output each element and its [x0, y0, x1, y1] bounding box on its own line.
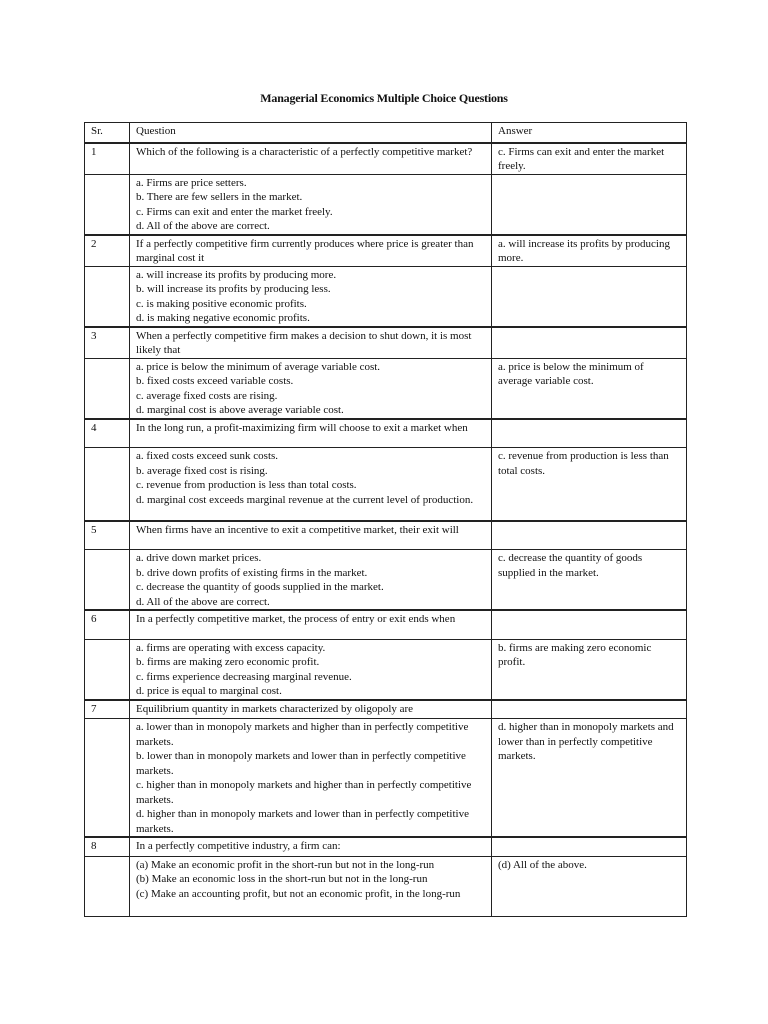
options-row: [85, 358, 687, 419]
options-cell: [130, 719, 492, 838]
question-number: 3: [85, 327, 130, 359]
option-text: c. revenue from production is less than total costs.: [136, 479, 357, 491]
empty-cell: [85, 856, 130, 916]
question-text: In a perfectly competitive market, the process of entry or exit ends when: [130, 610, 492, 639]
question-text: If a perfectly competitive firm currently produces where price is greater than marginal cost it: [130, 235, 492, 267]
question-row: [85, 143, 687, 175]
option-text: d. marginal cost exceeds marginal revenue at the current level of production.: [136, 493, 474, 506]
answer-text: [492, 700, 687, 719]
options-cell: [130, 266, 492, 327]
question-number: 8: [85, 837, 130, 856]
empty-cell: [85, 550, 130, 611]
options-row: [85, 174, 687, 235]
options-row: [85, 266, 687, 327]
answer-cell: c. revenue from production is less than total costs.: [492, 448, 687, 521]
options-row: [85, 719, 687, 838]
answer-cell: (d) All of the above.: [492, 856, 687, 916]
question-text: Which of the following is a characteristic of a perfectly competitive market?: [130, 143, 492, 175]
question-row: [85, 837, 687, 856]
option-text: c. Firms can exit and enter the market freely.: [136, 205, 333, 218]
answer-cell: [492, 174, 687, 235]
answer-text: [492, 327, 687, 359]
questions-table: [84, 122, 687, 917]
question-row: [85, 700, 687, 719]
option-text: b. drive down profits of existing firms in the market.: [136, 566, 368, 579]
question-text: Equilibrium quantity in markets characterized by oligopoly are: [130, 700, 492, 719]
options-row: [85, 550, 687, 611]
option-text: a. fixed costs exceed sunk costs.: [136, 450, 279, 462]
option-text: d. All of the above are correct.: [136, 220, 270, 232]
options-cell: [130, 550, 492, 611]
option-text: a. Firms are price setters.: [136, 176, 247, 189]
table-header-row: [85, 123, 687, 143]
question-text: In a perfectly competitive industry, a firm can:: [130, 837, 492, 856]
options-cell: [130, 639, 492, 700]
option-text: c. firms experience decreasing marginal revenue.: [136, 670, 352, 683]
options-row: [85, 639, 687, 700]
header-answer: Answer: [492, 123, 687, 143]
option-text: c. decrease the quantity of goods supplied in the market.: [136, 581, 384, 593]
question-number: 5: [85, 521, 130, 550]
answer-text: [492, 521, 687, 550]
question-number: 6: [85, 610, 130, 639]
option-text: b. average fixed cost is rising.: [136, 464, 268, 477]
answer-text: [492, 419, 687, 448]
header-sr: Sr.: [85, 123, 130, 143]
question-number: 2: [85, 235, 130, 267]
option-text: a. firms are operating with excess capacity.: [136, 641, 326, 654]
answer-cell: a. price is below the minimum of average variable cost.: [492, 358, 687, 419]
option-text: d. higher than in monopoly markets and lower than in perfectly competitive markets.: [136, 808, 469, 835]
option-text: c. higher than in monopoly markets and higher than in perfectly competitive markets.: [136, 779, 472, 806]
header-question: Question: [130, 123, 492, 143]
answer-cell: b. firms are making zero economic profit.: [492, 639, 687, 700]
empty-cell: [85, 358, 130, 419]
document-title: Managerial Economics Multiple Choice Questions: [260, 91, 508, 105]
options-cell: [130, 174, 492, 235]
options-cell: [130, 358, 492, 419]
answer-cell: c. decrease the quantity of goods supplied in the market.: [492, 550, 687, 611]
option-text: d. All of the above are correct.: [136, 595, 270, 608]
option-text: (a) Make an economic profit in the short-run but not in the long-run: [136, 858, 435, 871]
answer-text: [492, 610, 687, 639]
answer-text: a. will increase its profits by producing more.: [492, 235, 687, 267]
answer-text: c. Firms can exit and enter the market freely.: [492, 143, 687, 175]
options-row: [85, 448, 687, 521]
option-text: a. lower than in monopoly markets and higher than in perfectly competitive markets.: [136, 721, 469, 748]
answer-cell: d. higher than in monopoly markets and lower than in perfectly competitive markets.: [492, 719, 687, 838]
question-row: [85, 610, 687, 639]
question-text: When a perfectly competitive firm makes a decision to shut down, it is most likely that: [130, 327, 492, 359]
option-text: a. price is below the minimum of average variable cost.: [136, 360, 381, 373]
options-row: [85, 856, 687, 916]
options-cell: [130, 856, 492, 916]
question-row: [85, 521, 687, 550]
option-text: b. firms are making zero economic profit.: [136, 656, 320, 668]
answer-cell: [492, 266, 687, 327]
answer-text: [492, 837, 687, 856]
empty-cell: [85, 639, 130, 700]
question-number: 4: [85, 419, 130, 448]
option-text: b. fixed costs exceed variable costs.: [136, 375, 294, 387]
option-text: a. will increase its profits by producing more.: [136, 268, 337, 281]
question-row: [85, 327, 687, 359]
empty-cell: [85, 448, 130, 521]
question-text: In the long run, a profit-maximizing firm will choose to exit a market when: [130, 419, 492, 448]
empty-cell: [85, 266, 130, 327]
options-cell: [130, 448, 492, 521]
option-text: (c) Make an accounting profit, but not an economic profit, in the long-run: [136, 887, 461, 900]
option-text: c. is making positive economic profits.: [136, 297, 307, 310]
question-row: [85, 419, 687, 448]
option-text: b. will increase its profits by producing less.: [136, 283, 331, 295]
option-text: b. lower than in monopoly markets and lower than in perfectly competitive markets.: [136, 750, 466, 777]
empty-cell: [85, 174, 130, 235]
option-text: (b) Make an economic loss in the short-run but not in the long-run: [136, 873, 428, 885]
option-text: d. marginal cost is above average variable cost.: [136, 404, 344, 416]
option-text: c. average fixed costs are rising.: [136, 389, 278, 402]
question-number: 1: [85, 143, 130, 175]
option-text: a. drive down market prices.: [136, 552, 262, 564]
option-text: d. is making negative economic profits.: [136, 312, 310, 324]
question-number: 7: [85, 700, 130, 719]
option-text: d. price is equal to marginal cost.: [136, 685, 282, 697]
option-text: b. There are few sellers in the market.: [136, 191, 303, 203]
question-text: When firms have an incentive to exit a competitive market, their exit will: [130, 521, 492, 550]
question-row: [85, 235, 687, 267]
empty-cell: [85, 719, 130, 838]
